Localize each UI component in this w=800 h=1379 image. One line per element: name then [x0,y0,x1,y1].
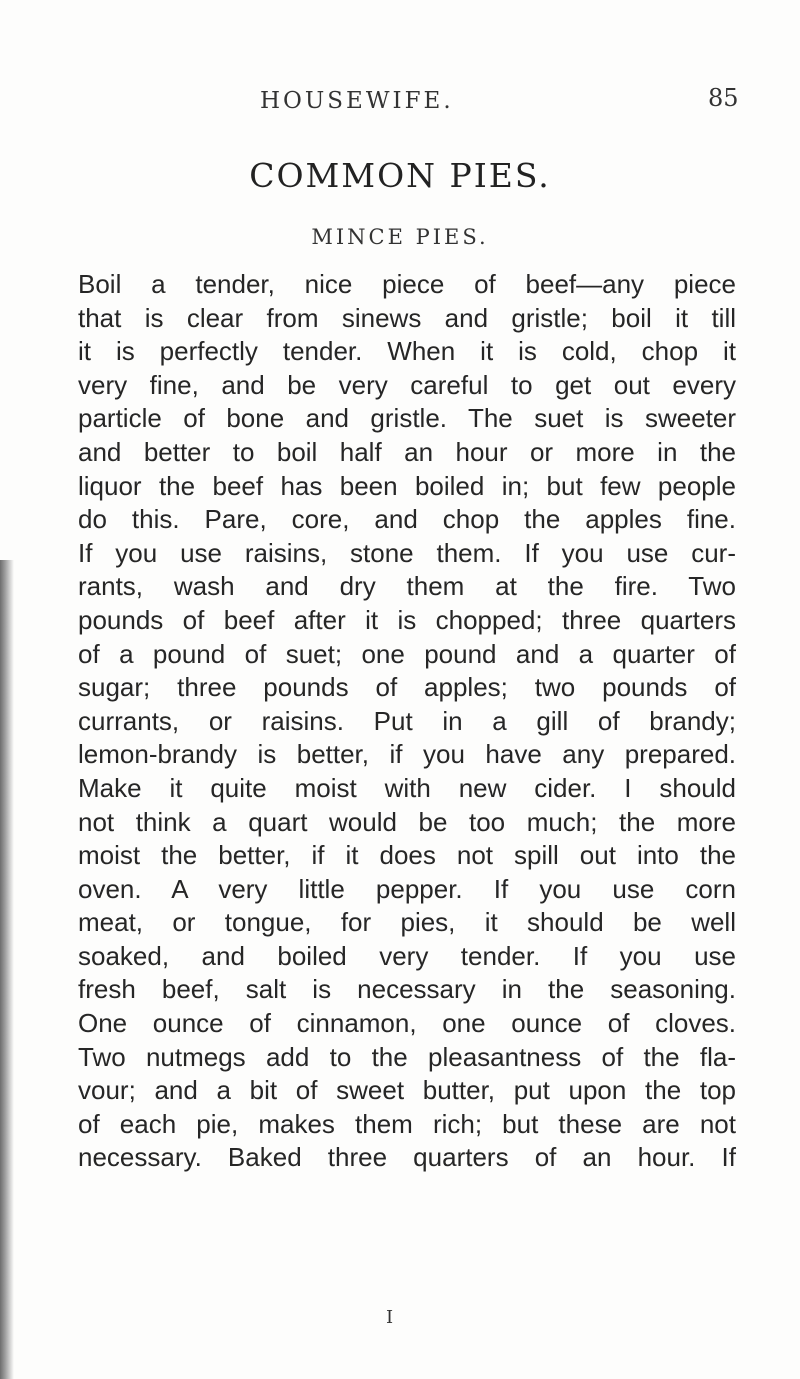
text-line: of each pie, makes them rich; but these are not [78,1108,736,1139]
text-line: fresh beef, salt is necessary in the seasoning. [78,974,736,1005]
text-line: pounds of beef after it is chopped; three quarters [78,604,736,635]
text-line: vour; and a bit of sweet butter, put upon the top [78,1075,736,1106]
recipe-body-text [78,268,736,1175]
text-line: meat, or tongue, for pies, it should be well [78,907,736,938]
text-line: it is perfectly tender. When it is cold, chop it [78,336,736,367]
section-title: MINCE PIES. [311,225,489,249]
chapter-title: COMMON PIES. [249,156,551,195]
text-line: liquor the beef has been boiled in; but few people [78,470,736,501]
text-line: Two nutmegs add to the pleasantness of the fla- [78,1041,736,1072]
running-head: HOUSEWIFE. [260,88,454,114]
text-line: Make it quite moist with new cider. I should [78,772,736,803]
page-number: 85 [708,84,739,112]
text-line: soaked, and boiled very tender. If you use [78,940,736,971]
text-line: moist the better, if it does not spill out into the [78,840,736,871]
text-line: particle of bone and gristle. The suet is sweeter [78,403,736,434]
text-line: rants, wash and dry them at the fire. Two [78,571,736,602]
text-line: that is clear from sinews and gristle; boil it till [78,302,736,333]
text-line: One ounce of cinnamon, one ounce of cloves. [78,1008,736,1039]
page-edge-shadow [0,560,14,1379]
text-line: necessary. Baked three quarters of an hour. If [78,1142,736,1173]
text-line: very fine, and be very careful to get out every [78,369,736,400]
text-line: sugar; three pounds of apples; two pounds of [78,672,736,703]
text-line: of a pound of suet; one pound and a quarter of [78,638,736,669]
text-line: Boil a tender, nice piece of beef—any piece [78,269,736,299]
text-line: not think a quart would be too much; the more [78,806,736,837]
signature-mark: I [386,1307,394,1328]
text-line: do this. Pare, core, and chop the apples fine. [78,504,736,535]
text-line: oven. A very little pepper. If you use corn [78,873,736,904]
text-line: currants, or raisins. Put in a gill of brandy; [78,705,736,736]
text-line: If you use raisins, stone them. If you use cur- [78,537,736,568]
text-line: lemon-brandy is better, if you have any prepared. [78,739,736,770]
text-line: and better to boil half an hour or more in the [78,436,736,467]
